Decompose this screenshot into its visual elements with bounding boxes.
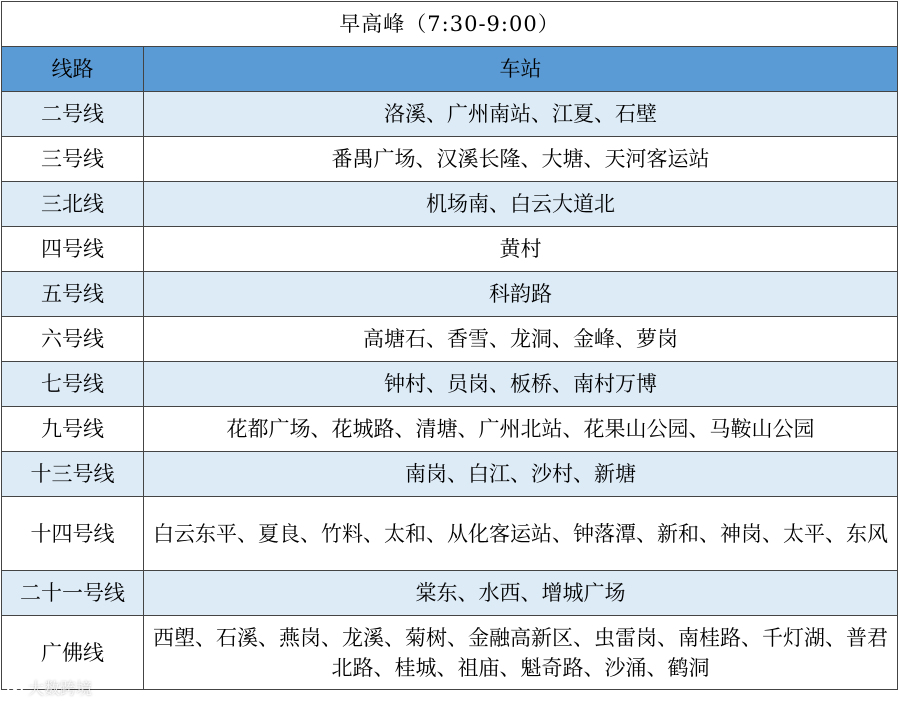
stations-cell: 黄村 [144,227,898,272]
line-cell: 十四号线 [2,497,144,571]
line-cell: 二号线 [2,92,144,137]
stations-cell: 西塱、石溪、燕岗、龙溪、菊树、金融高新区、虫雷岗、南桂路、千灯湖、普君北路、桂城、祖庙、魁奇路、沙涌、鹤洞 [144,616,898,690]
watermark-text: 大数跨境 [28,679,93,698]
line-cell: 五号线 [2,272,144,317]
stations-cell: 白云东平、夏良、竹料、太和、从化客运站、钟落潭、新和、神岗、太平、东风 [144,497,898,571]
column-header-line: 线路 [2,47,144,92]
stations-cell: 花都广场、花城路、清塘、广州北站、花果山公园、马鞍山公园 [144,407,898,452]
line-cell: 六号线 [2,317,144,362]
line-cell: 九号线 [2,407,144,452]
stations-cell: 钟村、员岗、板桥、南村万博 [144,362,898,407]
table-row [2,92,898,137]
table-row [2,362,898,407]
table-row [2,272,898,317]
line-cell: 三北线 [2,182,144,227]
line-cell: 七号线 [2,362,144,407]
rush-hour-table [1,1,898,690]
table-row [2,407,898,452]
table-title: 早高峰（7:30-9:00） [2,2,898,47]
stations-cell: 洛溪、广州南站、江夏、石壁 [144,92,898,137]
stations-cell: 南岗、白江、沙村、新塘 [144,452,898,497]
table-row [2,137,898,182]
table-row [2,497,898,571]
line-cell: 广佛线 [2,616,144,690]
stations-cell: 机场南、白云大道北 [144,182,898,227]
table-row [2,227,898,272]
stations-cell: 高塘石、香雪、龙洞、金峰、萝岗 [144,317,898,362]
table-title-row [2,2,898,47]
line-cell: 十三号线 [2,452,144,497]
stations-cell: 棠东、水西、增城广场 [144,571,898,616]
table-row [2,452,898,497]
table-row [2,571,898,616]
table-row [2,616,898,690]
stations-cell: 番禺广场、汉溪长隆、大塘、天河客运站 [144,137,898,182]
watermark-logo-icon [6,679,24,697]
line-cell: 二十一号线 [2,571,144,616]
table-row [2,317,898,362]
column-header-stations: 车站 [144,47,898,92]
table-row [2,182,898,227]
line-cell: 三号线 [2,137,144,182]
watermark [6,676,92,699]
table-header-row [2,47,898,92]
line-cell: 四号线 [2,227,144,272]
stations-cell: 科韵路 [144,272,898,317]
